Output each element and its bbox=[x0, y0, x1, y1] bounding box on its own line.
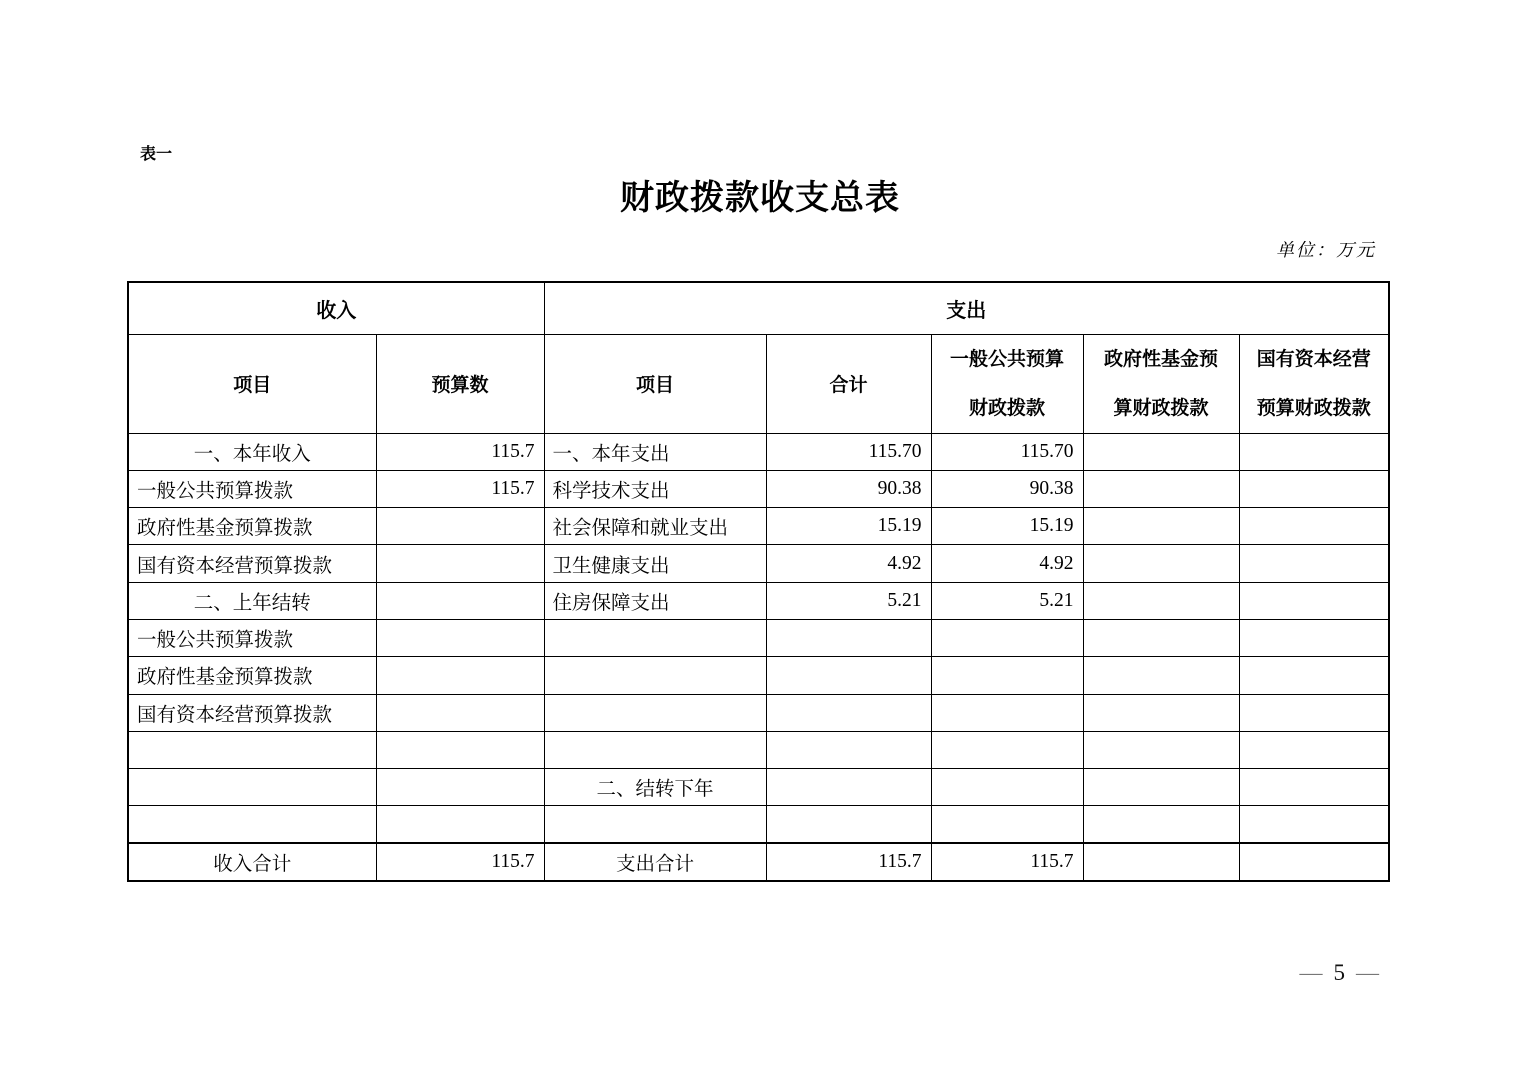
income-budget-cell: 115.7 bbox=[376, 843, 544, 880]
income-item-cell: 政府性基金预算拨款 bbox=[128, 508, 376, 545]
exp-item-cell bbox=[544, 619, 766, 656]
income-budget-cell bbox=[376, 508, 544, 545]
income-budget-cell bbox=[376, 582, 544, 619]
exp-state-capital-cell bbox=[1239, 694, 1389, 731]
income-item-cell: 政府性基金预算拨款 bbox=[128, 657, 376, 694]
exp-item-header: 项目 bbox=[544, 334, 766, 433]
exp-general-budget-header-line1: 一般公共预算 bbox=[949, 348, 1064, 370]
exp-item-cell: 社会保障和就业支出 bbox=[544, 508, 766, 545]
exp-gov-fund-header-line1: 政府性基金预 bbox=[1103, 348, 1218, 370]
income-budget-cell bbox=[376, 619, 544, 656]
page-number-value: 5 bbox=[1333, 960, 1345, 985]
exp-gov-fund-cell bbox=[1083, 657, 1239, 694]
exp-gov-fund-cell bbox=[1083, 694, 1239, 731]
exp-general-cell: 115.70 bbox=[931, 433, 1083, 470]
table-row bbox=[128, 433, 1389, 470]
income-budget-cell bbox=[376, 731, 544, 768]
exp-general-budget-header-line2: 财政拨款 bbox=[968, 397, 1045, 419]
income-item-cell: 一般公共预算拨款 bbox=[128, 470, 376, 507]
exp-gov-fund-cell bbox=[1083, 508, 1239, 545]
page-number bbox=[1289, 960, 1391, 986]
exp-state-capital-cell bbox=[1239, 545, 1389, 582]
exp-general-budget-header bbox=[931, 334, 1083, 433]
exp-general-cell: 5.21 bbox=[931, 582, 1083, 619]
exp-total-cell bbox=[766, 619, 931, 656]
income-budget-cell: 115.7 bbox=[376, 433, 544, 470]
exp-total-cell bbox=[766, 806, 931, 843]
exp-general-cell bbox=[931, 731, 1083, 768]
income-item-cell: 国有资本经营预算拨款 bbox=[128, 694, 376, 731]
exp-gov-fund-cell bbox=[1083, 731, 1239, 768]
exp-item-cell: 卫生健康支出 bbox=[544, 545, 766, 582]
exp-total-cell: 90.38 bbox=[766, 470, 931, 507]
income-item-cell bbox=[128, 806, 376, 843]
exp-gov-fund-cell bbox=[1083, 619, 1239, 656]
income-budget-cell bbox=[376, 657, 544, 694]
unit-note: 单位：万元 bbox=[1276, 240, 1376, 260]
table-row bbox=[128, 731, 1389, 768]
table-row bbox=[128, 582, 1389, 619]
exp-state-capital-cell bbox=[1239, 657, 1389, 694]
page-title: 财政拨款收支总表 bbox=[620, 180, 900, 217]
income-budget-cell bbox=[376, 806, 544, 843]
income-budget-header: 预算数 bbox=[376, 334, 544, 433]
exp-general-cell bbox=[931, 806, 1083, 843]
table-row bbox=[128, 769, 1389, 806]
exp-state-capital-cell bbox=[1239, 508, 1389, 545]
exp-general-cell bbox=[931, 657, 1083, 694]
table-label: 表一 bbox=[140, 146, 173, 163]
exp-state-capital-cell bbox=[1239, 582, 1389, 619]
exp-item-cell bbox=[544, 731, 766, 768]
income-item-cell: 收入合计 bbox=[128, 843, 376, 880]
income-item-header: 项目 bbox=[128, 334, 376, 433]
exp-item-cell: 支出合计 bbox=[544, 843, 766, 880]
exp-total-cell: 115.70 bbox=[766, 433, 931, 470]
table-row bbox=[128, 545, 1389, 582]
exp-total-cell: 115.7 bbox=[766, 843, 931, 880]
table-row bbox=[128, 508, 1389, 545]
table-body bbox=[128, 433, 1389, 881]
exp-gov-fund-cell bbox=[1083, 470, 1239, 507]
exp-gov-fund-cell bbox=[1083, 769, 1239, 806]
exp-state-capital-header-line2: 预算财政拨款 bbox=[1256, 397, 1371, 419]
income-item-cell: 一般公共预算拨款 bbox=[128, 619, 376, 656]
income-item-cell bbox=[128, 731, 376, 768]
exp-gov-fund-cell bbox=[1083, 545, 1239, 582]
income-budget-cell: 115.7 bbox=[376, 470, 544, 507]
income-group-header: 收入 bbox=[128, 282, 544, 334]
exp-gov-fund-header-line2: 算财政拨款 bbox=[1113, 397, 1209, 419]
exp-state-capital-cell bbox=[1239, 731, 1389, 768]
exp-general-cell: 4.92 bbox=[931, 545, 1083, 582]
page-number-left-dash: — bbox=[1299, 960, 1323, 985]
exp-total-cell bbox=[766, 769, 931, 806]
exp-general-cell bbox=[931, 619, 1083, 656]
exp-total-cell: 15.19 bbox=[766, 508, 931, 545]
exp-state-capital-cell bbox=[1239, 470, 1389, 507]
table-total-row bbox=[128, 843, 1389, 880]
exp-state-capital-cell bbox=[1239, 843, 1389, 880]
income-item-cell: 二、上年结转 bbox=[128, 582, 376, 619]
exp-general-cell bbox=[931, 769, 1083, 806]
income-item-cell bbox=[128, 769, 376, 806]
table-row bbox=[128, 694, 1389, 731]
exp-general-cell: 115.7 bbox=[931, 843, 1083, 880]
budget-table bbox=[127, 281, 1390, 882]
exp-total-cell: 4.92 bbox=[766, 545, 931, 582]
income-item-cell: 一、本年收入 bbox=[128, 433, 376, 470]
exp-item-cell bbox=[544, 657, 766, 694]
exp-state-capital-cell bbox=[1239, 433, 1389, 470]
exp-state-capital-header bbox=[1239, 334, 1389, 433]
expenditure-group-header: 支出 bbox=[544, 282, 1389, 334]
exp-gov-fund-header bbox=[1083, 334, 1239, 433]
exp-state-capital-cell bbox=[1239, 619, 1389, 656]
exp-total-header: 合计 bbox=[766, 334, 931, 433]
income-budget-cell bbox=[376, 694, 544, 731]
exp-item-cell bbox=[544, 694, 766, 731]
income-budget-cell bbox=[376, 545, 544, 582]
exp-item-cell: 一、本年支出 bbox=[544, 433, 766, 470]
exp-gov-fund-cell bbox=[1083, 582, 1239, 619]
exp-item-cell bbox=[544, 806, 766, 843]
exp-state-capital-cell bbox=[1239, 769, 1389, 806]
exp-general-cell bbox=[931, 694, 1083, 731]
exp-item-cell: 科学技术支出 bbox=[544, 470, 766, 507]
income-item-cell: 国有资本经营预算拨款 bbox=[128, 545, 376, 582]
exp-state-capital-header-line1: 国有资本经营 bbox=[1256, 348, 1371, 370]
exp-general-cell: 90.38 bbox=[931, 470, 1083, 507]
exp-general-cell: 15.19 bbox=[931, 508, 1083, 545]
table-row bbox=[128, 806, 1389, 843]
exp-total-cell: 5.21 bbox=[766, 582, 931, 619]
table-row bbox=[128, 470, 1389, 507]
exp-state-capital-cell bbox=[1239, 806, 1389, 843]
income-budget-cell bbox=[376, 769, 544, 806]
group-header-row bbox=[128, 282, 1389, 334]
exp-total-cell bbox=[766, 657, 931, 694]
exp-item-cell: 住房保障支出 bbox=[544, 582, 766, 619]
exp-total-cell bbox=[766, 731, 931, 768]
exp-gov-fund-cell bbox=[1083, 806, 1239, 843]
column-header-row bbox=[128, 334, 1389, 433]
table-row bbox=[128, 657, 1389, 694]
exp-item-cell: 二、结转下年 bbox=[544, 769, 766, 806]
table-row bbox=[128, 619, 1389, 656]
exp-gov-fund-cell bbox=[1083, 843, 1239, 880]
page-number-right-dash: — bbox=[1356, 960, 1379, 985]
exp-gov-fund-cell bbox=[1083, 433, 1239, 470]
exp-total-cell bbox=[766, 694, 931, 731]
